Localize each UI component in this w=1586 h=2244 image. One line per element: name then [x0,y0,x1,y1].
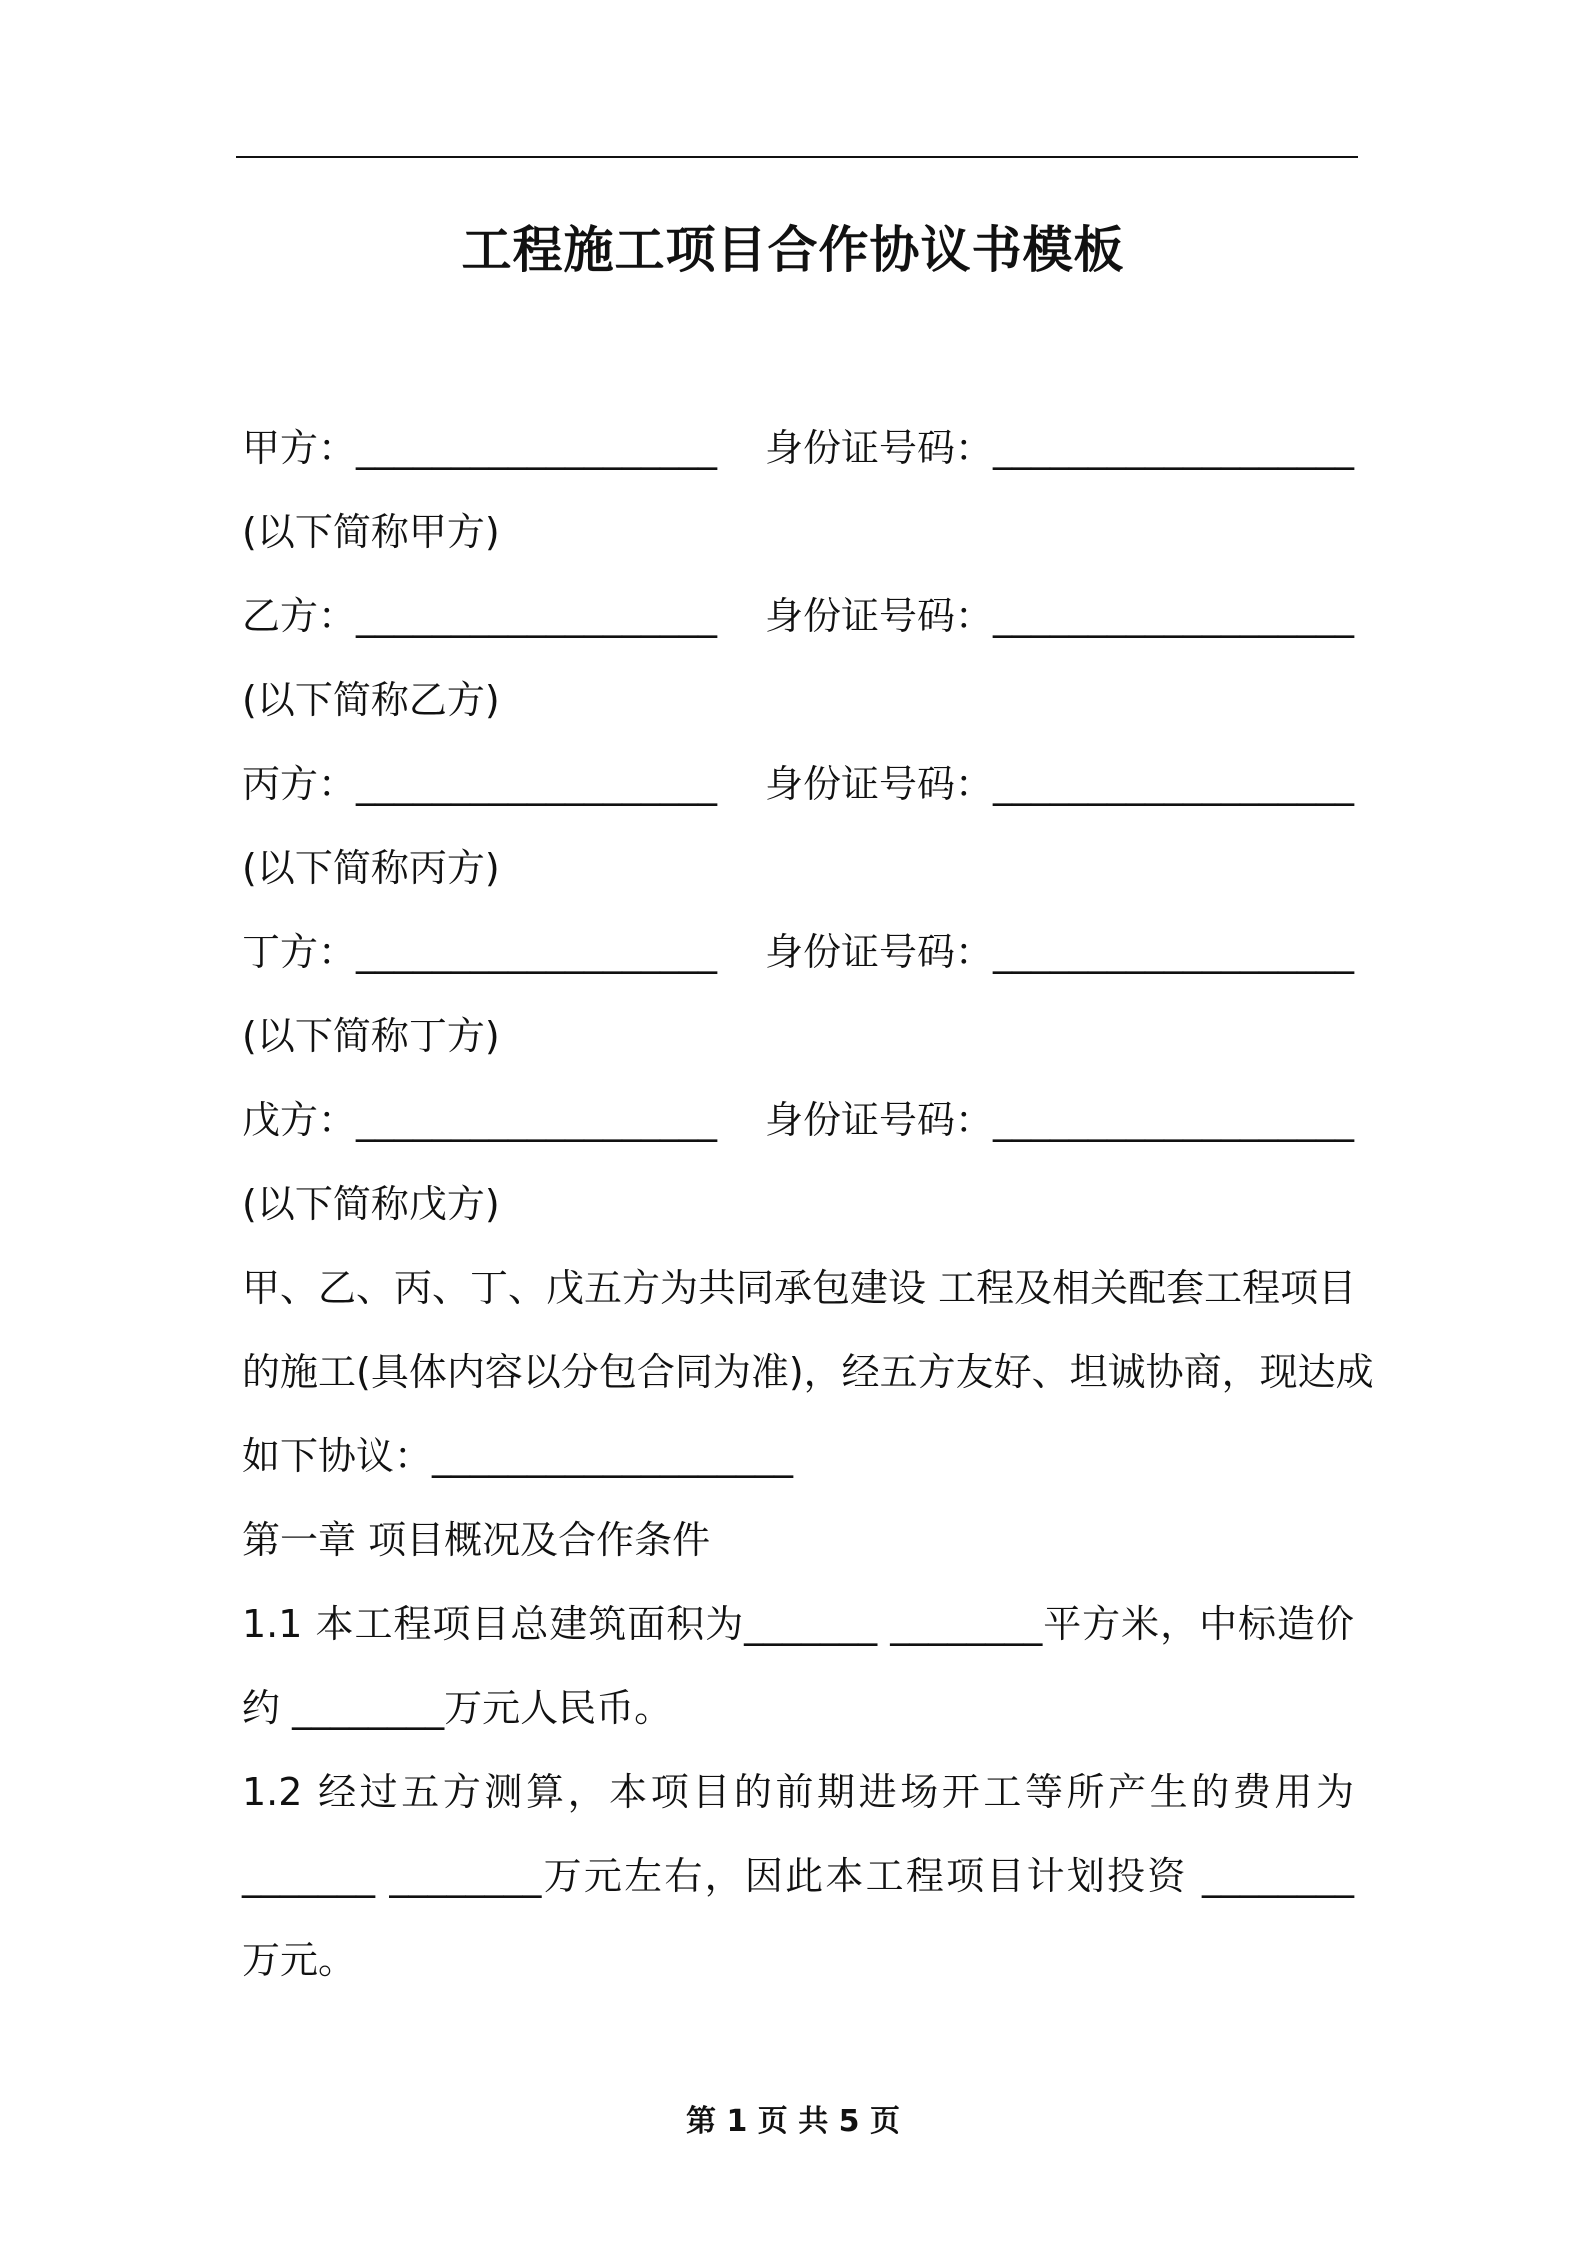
party-name-field: 甲方：___________________ [242,426,718,470]
party-line-jia [242,406,1354,490]
chapter-heading: 第一章 项目概况及合作条件 [242,1518,711,1562]
party-id-field: 身份证号码：___________________ [764,426,1354,470]
document-title: 工程施工项目合作协议书模板 [461,221,1125,279]
party-line-bing [242,742,1354,826]
party-alias: (以下简称丁方) [242,1014,500,1058]
party-line-yi [242,574,1354,658]
party-alias: (以下简称甲方) [242,510,500,554]
party-id-field: 身份证号码：___________________ [764,1098,1354,1142]
clause-line: 约 ________万元人民币。 [242,1686,673,1730]
document-body [242,406,1374,2002]
clause-line: _______ ________万元左右，因此本工程项目计划投资 ________ [242,1854,1354,1898]
clause-line: 万元。 [242,1938,357,1982]
party-line-wu [242,1078,1354,1162]
intro-line: 的施工(具体内容以分包合同为准)，经五方友好、坦诚协商，现达成 [242,1350,1374,1394]
intro-line: 如下协议：___________________ [242,1434,794,1478]
party-id-field: 身份证号码：___________________ [764,762,1354,806]
party-alias: (以下简称丙方) [242,846,500,890]
party-id-field: 身份证号码：___________________ [764,594,1354,638]
party-line-ding [242,910,1354,994]
page-indicator: 第 1 页 共 5 页 [686,2104,900,2139]
clause-line: 1.1 本工程项目总建筑面积为_______ ________平方米，中标造价 [242,1602,1354,1646]
party-alias: (以下简称乙方) [242,678,500,722]
intro-line: 甲、乙、丙、丁、戊五方为共同承包建设 工程及相关配套工程项目 [242,1266,1357,1310]
party-id-field: 身份证号码：___________________ [764,930,1354,974]
party-name-field: 丁方：___________________ [242,930,718,974]
party-name-field: 乙方：___________________ [242,594,718,638]
party-name-field: 丙方：___________________ [242,762,718,806]
header-rule [236,156,1358,158]
party-alias: (以下简称戊方) [242,1182,500,1226]
party-name-field: 戊方：___________________ [242,1098,718,1142]
clause-line: 1.2 经过五方测算，本项目的前期进场开工等所产生的费用为 [242,1770,1354,1814]
